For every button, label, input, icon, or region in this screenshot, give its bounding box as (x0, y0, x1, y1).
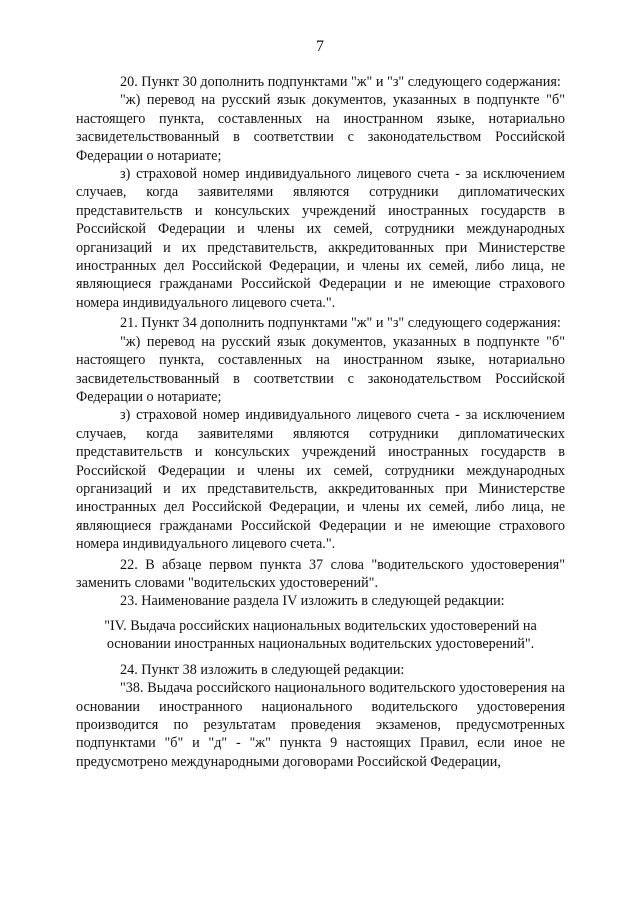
subparagraph-z: з) страховой номер индивидуального лицевого счета - за исключением случаев, когда заявителями являются сотрудники дипломатических представительств и консульских учреждений иностранных государств в Российской Федерации и члены их семей, сотрудники международных организаций и их представительств, аккредитованных при Министерстве иностранных дел Российской Федерации, и члены их семей, либо лица, не являющиеся гражданами Российской Федерации и не имеющие страхового номера индивидуального лицевого счета.". (76, 166, 565, 311)
document-body (76, 73, 565, 771)
paragraph-item-21: 21. Пункт 34 дополнить подпунктами "ж" и "з" следующего содержания: (120, 315, 561, 332)
paragraph-item-24: 24. Пункт 38 изложить в следующей редакции: (120, 661, 405, 678)
paragraph-item-23: 23. Наименование раздела IV изложить в следующей редакции: (120, 593, 505, 610)
paragraph-item-22: 22. В абзаце первом пункта 37 слова "водительского удостоверения" заменить словами "водительских удостоверений". (76, 556, 565, 591)
page-number: 7 (316, 38, 324, 55)
subparagraph-z: з) страховой номер индивидуального лицевого счета - за исключением случаев, когда заявителями являются сотрудники дипломатических представительств и консульских учреждений иностранных государств в Российской Федерации и члены их семей, сотрудники международных организаций и их представительств, аккредитованных при Министерстве иностранных дел Российской Федерации, и члены их семей, либо лица, не являющиеся гражданами Российской Федерации и не имеющие страхового номера индивидуального лицевого счета.". (76, 407, 565, 553)
paragraph-38-text: "38. Выдача российского национального водительского удостоверения на основании иностранного национального водительского удостоверения производится по результатам проведения экзаменов, предусмотренных подпунктами "б" и "д" - "ж" пункта 9 настоящих Правил, если иное не предусмотрено международными договорами Российской Федерации, (76, 680, 565, 770)
subparagraph-zh: "ж) перевод на русский язык документов, указанных в подпункте "б" настоящего пункта, составленных на иностранном языке, нотариально засвидетельствованный в соответствии с законодательством Российской Федерации о нотариате; (76, 92, 565, 164)
paragraph-item-20: 20. Пункт 30 дополнить подпунктами "ж" и "з" следующего содержания: (120, 74, 561, 90)
section-title-iv: "IV. Выдача российских национальных водительских удостоверений на основании иностранных национальных водительских удостоверений". (104, 617, 537, 652)
subparagraph-zh: "ж) перевод на русский язык документов, указанных в подпункте "б" настоящего пункта, составленных на иностранном языке, нотариально засвидетельствованный в соответствии с законодательством Российской Федерации о нотариате; (76, 333, 565, 405)
